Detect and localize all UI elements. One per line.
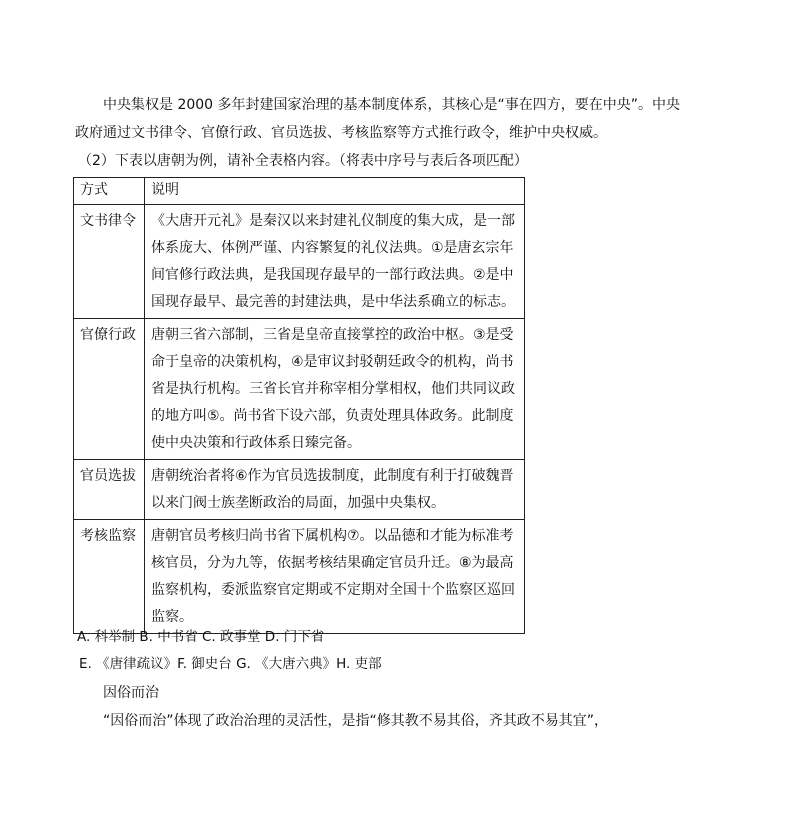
header-method: 方式	[74, 178, 145, 205]
options-line-2: E. 《唐律疏议》F. 御史台 G. 《大唐六典》H. 吏部	[79, 656, 382, 672]
row-method: 官员选拔	[74, 460, 145, 520]
question-prompt: （2）下表以唐朝为例，请补全表格内容。（将表中序号与表后各项匹配）	[78, 153, 528, 169]
table-row	[74, 205, 525, 319]
row-method: 考核监察	[74, 520, 145, 634]
row-description: 唐朝官员考核归尚书省下属机构⑦。以品德和才能为标准考核官员，分为九等，依据考核结果确定官员升迁。⑧为最高监察机构，委派监察官定期或不定期对全国十个监察区巡回监察。	[145, 520, 525, 634]
row-method: 文书律令	[74, 205, 145, 319]
row-description: 《大唐开元礼》是秦汉以来封建礼仪制度的集大成，是一部体系庞大、体例严谨、内容繁复的礼仪法典。①是唐玄宗年间官修行政法典，是我国现存最早的一部行政法典。②是中国现存最早、最完善的封建法典，是中华法系确立的标志。	[145, 205, 525, 319]
comparison-table	[73, 177, 525, 634]
options-line-1: A. 科举制 B. 中书省 C. 政事堂 D. 门下省	[77, 629, 325, 645]
row-description: 唐朝统治者将⑥作为官员选拔制度，此制度有利于打破魏晋以来门阀士族垄断政治的局面，加强中央集权。	[145, 460, 525, 520]
section-title: 因俗而治	[103, 685, 159, 701]
row-description: 唐朝三省六部制，三省是皇帝直接掌控的政治中枢。③是受命于皇帝的决策机构，④是审议封驳朝廷政令的机构，尚书省是执行机构。三省长官并称宰相分掌相权，他们共同议政的地方叫⑤。尚书省下设六部，负责处理具体政务。此制度使中央决策和行政体系日臻完备。	[145, 319, 525, 460]
closing-paragraph: “因俗而治”体现了政治治理的灵活性，是指“修其教不易其俗，齐其政不易其宜”，	[103, 713, 609, 729]
table-row	[74, 319, 525, 460]
table-row	[74, 460, 525, 520]
table-row	[74, 520, 525, 634]
intro-line-1: 中央集权是 2000 多年封建国家治理的基本制度体系，其核心是“事在四方，要在中央”。中央	[103, 97, 681, 113]
row-method: 官僚行政	[74, 319, 145, 460]
table-header-row	[74, 178, 525, 205]
header-description: 说明	[145, 178, 525, 205]
intro-line-2: 政府通过文书律令、官僚行政、官员选拔、考核监察等方式推行政令，维护中央权威。	[75, 125, 607, 141]
